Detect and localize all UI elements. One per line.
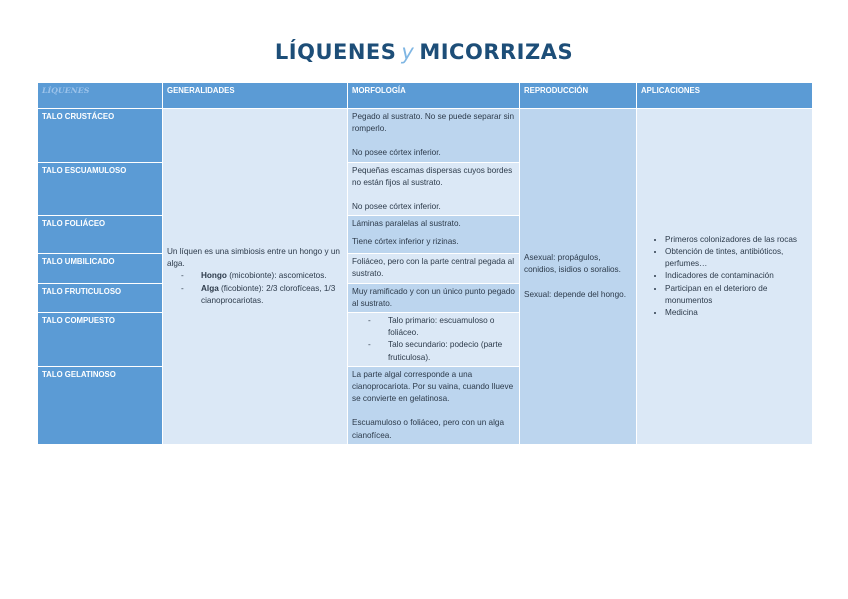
reproduccion-cell xyxy=(520,109,637,445)
list-item: • Obtención de tintes, antibióticos, perfumes… xyxy=(665,246,808,270)
row-head-foliaceo: TALO FOLIÁCEO xyxy=(38,216,163,254)
morf-gelatinoso xyxy=(348,366,520,444)
list-item: • Primeros colonizadores de las rocas xyxy=(665,234,808,246)
list-item: • Medicina xyxy=(665,307,808,319)
list-item: • Indicadores de contaminación xyxy=(665,270,808,282)
morf-text: No posee córtex inferior. xyxy=(352,202,441,212)
morf-text: Láminas paralelas al sustrato. xyxy=(352,219,461,229)
hongo-label: Hongo xyxy=(201,271,227,281)
morf-text: Foliáceo, pero con la parte central pegada al sustrato. xyxy=(352,257,515,279)
title-part2: MICORRIZAS xyxy=(419,40,574,64)
compuesto-list xyxy=(352,315,515,364)
row-head-fruticuloso: TALO FRUTICULOSO xyxy=(38,283,163,312)
aplicaciones-cell xyxy=(637,109,813,445)
morf-compuesto xyxy=(348,313,520,367)
morf-text: Muy ramificado y con un único punto pegado al sustrato. xyxy=(352,286,515,308)
generalidades-intro: Un líquen es una simbiosis entre un hongo y un alga. xyxy=(167,246,340,269)
row-head-escuamuloso: TALO ESCUAMULOSO xyxy=(38,162,163,216)
list-item xyxy=(181,283,343,307)
header-liquenes: LÍQUENES xyxy=(38,83,163,109)
generalidades-cell xyxy=(163,109,348,445)
list-item xyxy=(181,270,343,282)
aplicaciones-list xyxy=(641,234,808,319)
row-head-umbilicado: TALO UMBILICADO xyxy=(38,254,163,283)
row-head-compuesto: TALO COMPUESTO xyxy=(38,313,163,367)
reproduccion-asexual: Asexual: propágulos, conidios, isidios o soralios. xyxy=(524,253,621,275)
alga-label: Alga xyxy=(201,283,219,293)
generalidades-list xyxy=(167,270,343,307)
list-item: - Talo primario: escuamuloso o foliáceo. xyxy=(368,315,515,339)
header-aplicaciones: APLICACIONES xyxy=(637,83,813,109)
reproduccion-sexual: Sexual: depende del hongo. xyxy=(524,289,626,299)
list-item: - Talo secundario: podecio (parte fruticulosa). xyxy=(368,339,515,363)
header-row xyxy=(38,83,813,109)
page-title xyxy=(0,40,848,64)
header-morfologia: MORFOLOGÍA xyxy=(348,83,520,109)
list-item: • Participan en el deterioro de monumentos xyxy=(665,283,808,307)
title-connector: y xyxy=(401,40,415,64)
header-generalidades: GENERALIDADES xyxy=(163,83,348,109)
row-head-crustaceo: TALO CRUSTÁCEO xyxy=(38,109,163,163)
morf-text: Tiene córtex inferior y rizinas. xyxy=(352,237,459,247)
morf-umbilicado xyxy=(348,254,520,283)
morf-escuamuloso xyxy=(348,162,520,216)
morf-foliaceo xyxy=(348,216,520,254)
header-reproduccion: REPRODUCCIÓN xyxy=(520,83,637,109)
title-part1: LÍQUENES xyxy=(274,40,397,64)
alga-text: (ficobionte): 2/3 clorofíceas, 1/3 cianoprocariotas. xyxy=(201,283,336,305)
morf-crustaceo xyxy=(348,109,520,163)
lichen-table xyxy=(37,82,813,445)
morf-text: La parte algal corresponde a una cianoprocariota. Por su vaina, cuando llueve se convierte en gelatinosa. xyxy=(352,369,514,404)
hongo-text: (micobionte): ascomicetos. xyxy=(226,271,327,281)
morf-text: Pequeñas escamas dispersas cuyos bordes no están fijos al sustrato. xyxy=(352,165,513,187)
table-row xyxy=(38,109,813,163)
morf-text: No posee córtex inferior. xyxy=(352,148,441,158)
morf-fruticuloso xyxy=(348,283,520,312)
row-head-gelatinoso: TALO GELATINOSO xyxy=(38,366,163,444)
morf-text: Escuamuloso o foliáceo, pero con un alga cianofícea. xyxy=(352,418,505,440)
morf-text: Pegado al sustrato. No se puede separar sin romperlo. xyxy=(352,112,515,134)
